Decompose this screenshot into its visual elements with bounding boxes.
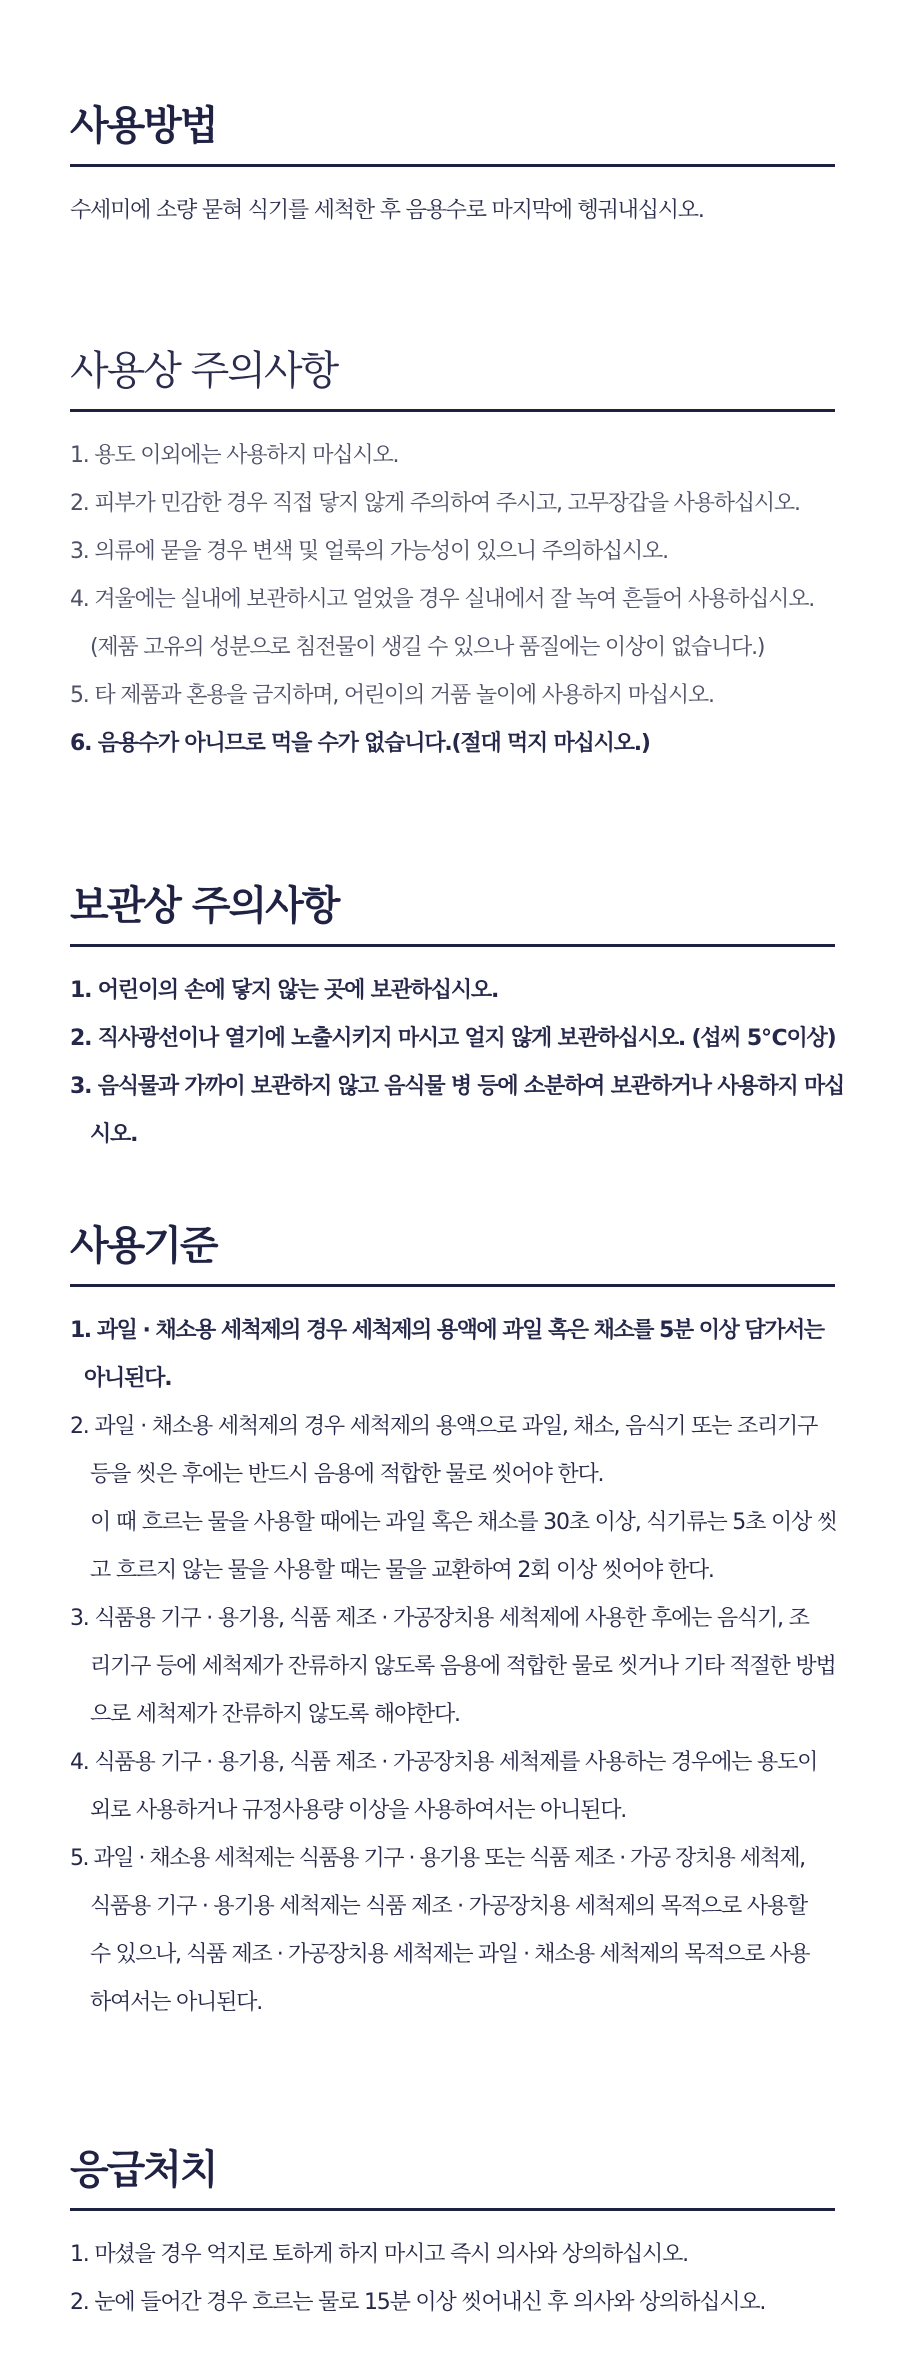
list-item-continuation: 등을 씻은 후에는 반드시 음용에 적합한 물로 씻어야 한다. bbox=[90, 1462, 604, 1487]
list-item-continuation: 외로 사용하거나 규정사용량 이상을 사용하여서는 아니된다. bbox=[90, 1798, 627, 1823]
list-item-continuation: (제품 고유의 성분으로 침전물이 생길 수 있으나 품질에는 이상이 없습니다.) bbox=[90, 635, 765, 660]
section-title: 사용방법 bbox=[70, 103, 217, 149]
list-item: 5. 타 제품과 혼용을 금지하며, 어린이의 거품 놀이에 사용하지 마십시오. bbox=[70, 683, 714, 708]
section-body bbox=[70, 432, 835, 768]
list-item: 3. 음식물과 가까이 보관하지 않고 음식물 병 등에 소분하여 보관하거나 사용하지 마십 bbox=[70, 1074, 845, 1099]
list-item-continuation: 아니된다. bbox=[84, 1366, 172, 1391]
list-item-continuation: 시오. bbox=[90, 1122, 138, 1147]
list-item-continuation: 으로 세척제가 잔류하지 않도록 해야한다. bbox=[90, 1702, 460, 1727]
section-title: 응급처치 bbox=[70, 2147, 217, 2193]
list-item: 2. 직사광선이나 열기에 노출시키지 마시고 얼지 않게 보관하십시오. (섭씨 5℃이상) bbox=[70, 1026, 836, 1051]
storage-cautions-section bbox=[70, 878, 845, 1159]
usage-standards-section bbox=[70, 1218, 835, 2027]
list-item-continuation: 리기구 등에 세척제가 잔류하지 않도록 음용에 적합한 물로 씻거나 기타 적절한 방법 bbox=[90, 1654, 836, 1679]
section-body bbox=[70, 187, 835, 235]
section-title: 보관상 주의사항 bbox=[70, 883, 339, 929]
list-item: 5. 과일 · 채소용 세척제는 식품용 기구 · 용기용 또는 식품 제조 · 가공 장치용 세척제, bbox=[70, 1846, 805, 1871]
section-divider bbox=[70, 409, 835, 412]
list-item-continuation: 이 때 흐르는 물을 사용할 때에는 과일 혹은 채소를 30초 이상, 식기류는 5초 이상 씻 bbox=[90, 1510, 837, 1535]
list-item: 3. 식품용 기구 · 용기용, 식품 제조 · 가공장치용 세척제에 사용한 후에는 음식기, 조 bbox=[70, 1606, 809, 1631]
section-divider bbox=[70, 2208, 835, 2211]
list-item: 3. 의류에 묻을 경우 변색 및 얼룩의 가능성이 있으니 주의하십시오. bbox=[70, 539, 668, 564]
list-item-continuation: 고 흐르지 않는 물을 사용할 때는 물을 교환하여 2회 이상 씻어야 한다. bbox=[90, 1558, 714, 1583]
section-body bbox=[70, 1307, 835, 2027]
section-title: 사용기준 bbox=[70, 1223, 217, 1269]
section-divider bbox=[70, 1284, 835, 1287]
list-item: 1. 어린이의 손에 닿지 않는 곳에 보관하십시오. bbox=[70, 978, 499, 1003]
list-item-continuation: 수 있으나, 식품 제조 · 가공장치용 세척제는 과일 · 채소용 세척제의 목적으로 사용 bbox=[90, 1942, 810, 1967]
list-item: 1. 용도 이외에는 사용하지 마십시오. bbox=[70, 443, 399, 468]
list-item-continuation: 식품용 기구 · 용기용 세척제는 식품 제조 · 가공장치용 세척제의 목적으로 사용할 bbox=[90, 1894, 807, 1919]
list-item: 2. 과일 · 채소용 세척제의 경우 세척제의 용액으로 과일, 채소, 음식기 또는 조리기구 bbox=[70, 1414, 818, 1439]
usage-method-text: 수세미에 소량 묻혀 식기를 세척한 후 음용수로 마지막에 헹궈내십시오. bbox=[70, 198, 704, 223]
list-item: 2. 피부가 민감한 경우 직접 닿지 않게 주의하여 주시고, 고무장갑을 사용하십시오. bbox=[70, 491, 800, 516]
section-body bbox=[70, 967, 845, 1159]
section-body bbox=[70, 2231, 835, 2327]
usage-method-section bbox=[70, 98, 835, 235]
list-item: 1. 과일 · 채소용 세척제의 경우 세척제의 용액에 과일 혹은 채소를 5분 이상 담가서는 bbox=[70, 1318, 824, 1343]
list-item: 1. 마셨을 경우 억지로 토하게 하지 마시고 즉시 의사와 상의하십시오. bbox=[70, 2242, 688, 2267]
section-divider bbox=[70, 944, 835, 947]
section-title: 사용상 주의사항 bbox=[70, 348, 338, 394]
first-aid-section bbox=[70, 2142, 835, 2327]
list-item-continuation: 하여서는 아니된다. bbox=[90, 1990, 263, 2015]
list-item: 6. 음용수가 아니므로 먹을 수가 없습니다.(절대 먹지 마십시오.) bbox=[70, 731, 650, 756]
section-divider bbox=[70, 164, 835, 167]
list-item: 4. 겨울에는 실내에 보관하시고 얼었을 경우 실내에서 잘 녹여 흔들어 사용하십시오. bbox=[70, 587, 815, 612]
list-item: 2. 눈에 들어간 경우 흐르는 물로 15분 이상 씻어내신 후 의사와 상의하십시오. bbox=[70, 2290, 766, 2315]
usage-cautions-section bbox=[70, 343, 835, 768]
list-item: 4. 식품용 기구 · 용기용, 식품 제조 · 가공장치용 세척제를 사용하는 경우에는 용도이 bbox=[70, 1750, 818, 1775]
